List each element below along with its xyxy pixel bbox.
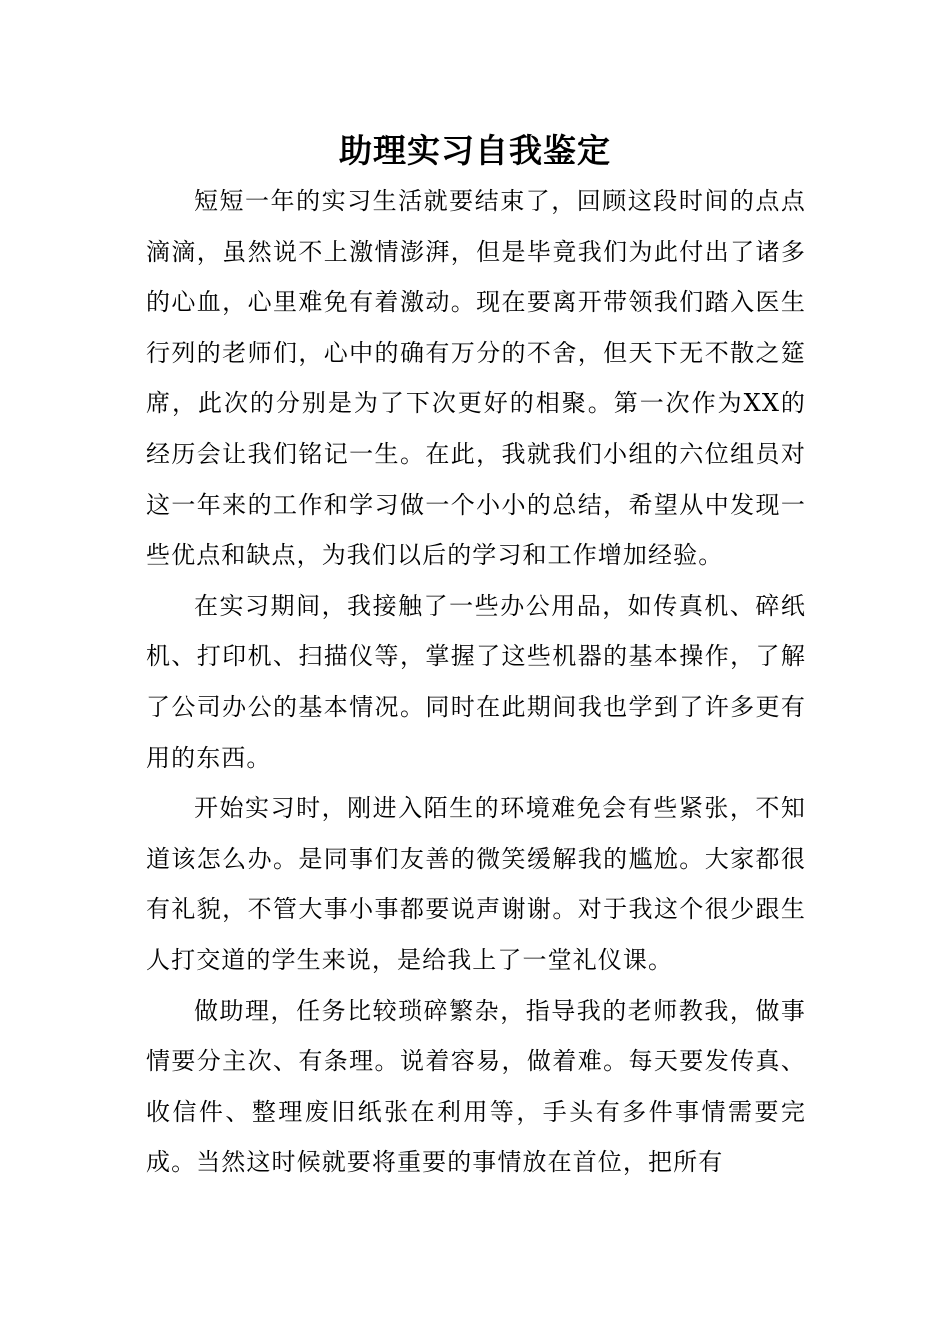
document-title: 助理实习自我鉴定 xyxy=(339,131,611,170)
paragraph-2: 在实习期间，我接触了一些办公用品，如传真机、碎纸机、打印机、扫描仪等，掌握了这些机器的基本操作，了解了公司办公的基本情况。同时在此期间我也学到了许多更有用的东西。 xyxy=(146,591,806,772)
paragraph-3: 开始实习时，刚进入陌生的环境难免会有些紧张，不知道该怎么办。是同事们友善的微笑缓解我的尴尬。大家都很有礼貌，不管大事小事都要说声谢谢。对于我这个很少跟生人打交道的学生来说，是给我上了一堂礼仪课。 xyxy=(146,794,806,974)
paragraph-1: 短短一年的实习生活就要结束了，回顾这段时间的点点滴滴，虽然说不上激情澎湃，但是毕竟我们为此付出了诸多的心血，心里难免有着激动。现在要离开带领我们踏入医生行列的老师们，心中的确有万分的不舍，但天下无不散之筵席，此次的分别是为了下次更好的相聚。第一次作为XX的经历会让我们铭记一生。在此，我就我们小组的六位组员对这一年来的工作和学习做一个小小的总结，希望从中发现一些优点和缺点，为我们以后的学习和工作增加经验。 xyxy=(146,187,806,570)
document-body xyxy=(146,176,806,1188)
paragraph-4: 做助理，任务比较琐碎繁杂，指导我的老师教我，做事情要分主次、有条理。说着容易，做着难。每天要发传真、收信件、整理废旧纸张在利用等，手头有多件事情需要完成。当然这时候就要将重要的事情放在首位，把所有 xyxy=(146,996,806,1177)
